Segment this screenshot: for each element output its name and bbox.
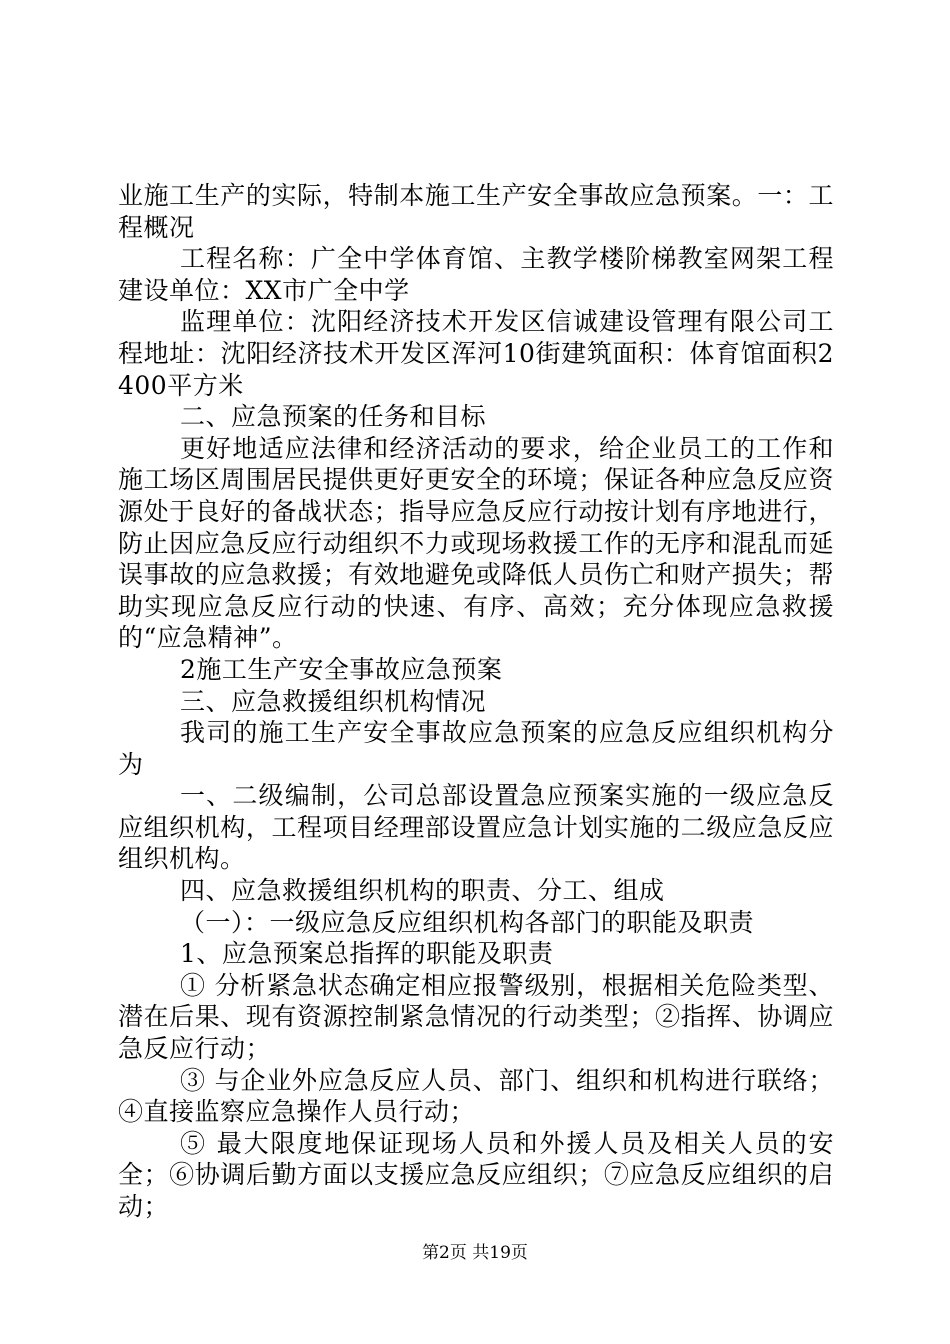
paragraph: 我司的施工生产安全事故应急预案的应急反应组织机构分为 [118,718,834,779]
section-heading: 三、应急救援组织机构情况 [180,686,487,716]
page-number-footer: 第2页 共19页 [422,1243,528,1263]
paragraph: ⑤ 最大限度地保证现场人员和外援人员及相关人员的安全；⑥协调后勤方面以支援应急反应组织；⑦应急反应组织的启动； [118,1128,834,1221]
subsection-heading: 1、应急预案总指挥的职能及职责 [180,939,554,969]
paragraph: 一、二级编制，公司总部设置急应预案实施的一级应急反应组织机构，工程项目经理部设置应急计划实施的二级应急反应组织机构。 [118,781,834,874]
paragraph: 2施工生产安全事故应急预案 [180,654,503,684]
paragraph: 业施工生产的实际，特制本施工生产安全事故应急预案。一：工程概况 [118,181,834,242]
section-heading: 二、应急预案的任务和目标 [180,402,487,432]
document-body [118,180,834,1223]
paragraph: ① 分析紧急状态确定相应报警级别，根据相关危险类型、潜在后果、现有资源控制紧急情况的行动类型；②指挥、协调应急反应行动； [118,970,834,1064]
paragraph: 更好地适应法律和经济活动的要求，给企业员工的工作和施工场区周围居民提供更好更安全的环境；保证各种应急反应资源处于良好的备战状态；指导应急反应行动按计划有序地进行，防止因应急反应行动组织不力或现场救援工作的无序和混乱而延误事故的应急救援；有效地避免或降低人员伤亡和财产损失；帮助实现应急反应行动的快速、有序、高效；充分体现应急救援的“应急精神”。 [118,433,834,653]
section-heading: 四、应急救援组织机构的职责、分工、组成 [180,876,665,906]
paragraph: 监理单位：沈阳经济技术开发区信诚建设管理有限公司工程地址：沈阳经济技术开发区浑河10街建筑面积：体育馆面积2400平方米 [118,307,834,400]
paragraph: 工程名称：广全中学体育馆、主教学楼阶梯教室网架工程建设单位：XX市广全中学 [118,244,834,305]
subsection-heading: （一）：一级应急反应组织机构各部门的职能及职责 [180,907,755,937]
paragraph: ③ 与企业外应急反应人员、部门、组织和机构进行联络；④直接监察应急操作人员行动； [118,1065,834,1127]
